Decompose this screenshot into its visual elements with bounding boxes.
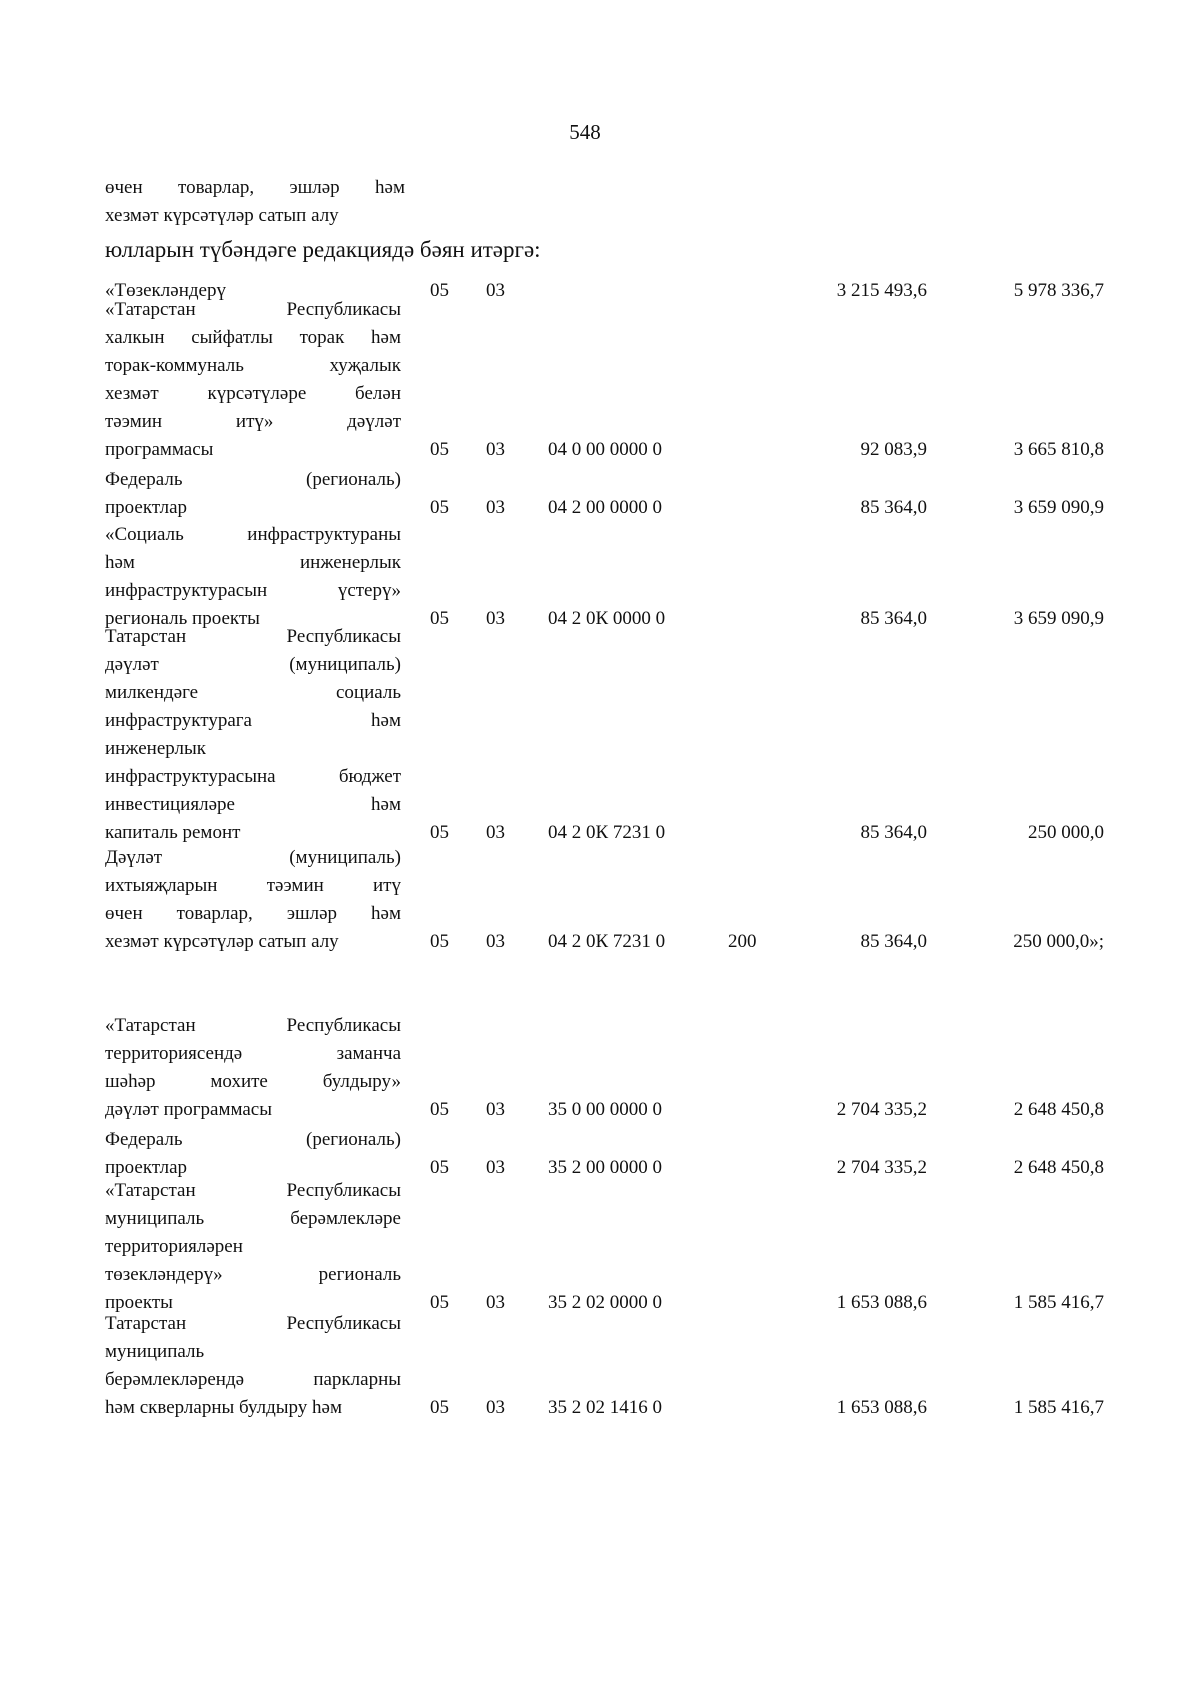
row-name-line: ихтыяҗларын тәэмин итү [105,875,401,896]
row-name-line: дәүләт программасы [105,1099,273,1120]
value-2021-cell: 2 704 335,2 [836,1099,927,1120]
row-name [105,1126,401,1182]
pr-cell: 03 [486,822,505,843]
value-2022-cell: 3 659 090,9 [1013,608,1104,629]
table-row [0,1310,1200,1422]
value-2021-cell: 92 083,9 [860,439,927,460]
value-2021-cell: 3 215 493,6 [836,280,927,301]
value-2022-cell: 1 585 416,7 [1013,1292,1104,1313]
value-2022-cell: 2 648 450,8 [1013,1099,1104,1120]
row-name-line: «Төзекләндерү [105,280,226,301]
rz-cell: 05 [430,822,449,843]
pr-cell: 03 [486,497,505,518]
row-name-line: программасы [105,439,214,460]
pr-cell: 03 [486,1157,505,1178]
row-name-line: муниципаль [105,1341,205,1362]
rz-cell: 05 [430,439,449,460]
row-name-line: «Социаль инфраструктураны [105,524,401,545]
value-2022-cell: 5 978 336,7 [1013,280,1104,301]
continuation-text [105,174,405,230]
row-name [105,1012,401,1124]
value-2022-cell: 3 665 810,8 [1013,439,1104,460]
value-2021-cell: 2 704 335,2 [836,1157,927,1178]
row-name-line: муниципаль берәмлекләре [105,1208,401,1229]
pr-cell: 03 [486,280,505,301]
row-name-line: берәмлекләрендә паркларны [105,1369,401,1390]
row-name-line: Дәүләт (муниципаль) [105,847,401,868]
pr-cell: 03 [486,608,505,629]
row-name-line: төзекләндерү» региональ [105,1264,401,1285]
vr-cell: 200 [728,931,757,952]
rz-cell: 05 [430,931,449,952]
row-name-line: инфраструктурасын үстерү» [105,580,401,601]
rz-cell: 05 [430,280,449,301]
value-2021-cell: 85 364,0 [860,497,927,518]
table-row [0,623,1200,847]
value-2021-cell: 1 653 088,6 [836,1397,927,1418]
value-2021-cell: 85 364,0 [860,608,927,629]
intro-text: юлларын түбәндәге редакциядә бәян итәргә: [105,237,541,262]
pr-cell: 03 [486,931,505,952]
row-name-line: Федераль (региональ) [105,1129,401,1150]
row-name [105,623,401,847]
table-row [0,466,1200,522]
row-name-line: инфраструктурасына бюджет [105,766,401,787]
csr-cell: 35 0 00 0000 0 [548,1099,662,1120]
row-name [105,844,401,956]
row-name-line: «Татарстан Республикасы [105,1180,401,1201]
row-name-line: инженерлык [105,738,206,759]
row-name-line: Татарстан Республикасы [105,1313,401,1334]
csr-cell: 35 2 02 0000 0 [548,1292,662,1313]
row-name [105,1177,401,1317]
csr-cell: 04 2 0К 7231 0 [548,931,666,952]
value-2022-cell: 250 000,0»; [1013,931,1104,952]
value-2022-cell: 1 585 416,7 [1013,1397,1104,1418]
value-2021-cell: 1 653 088,6 [836,1292,927,1313]
table-row [0,521,1200,633]
row-name-line: капиталь ремонт [105,822,241,843]
row-name-line: Федераль (региональ) [105,469,401,490]
pr-cell: 03 [486,1292,505,1313]
row-name-line: Татарстан Республикасы [105,626,401,647]
rz-cell: 05 [430,608,449,629]
value-2022-cell: 250 000,0 [1028,822,1104,843]
value-2022-cell: 2 648 450,8 [1013,1157,1104,1178]
row-name [105,296,401,464]
rz-cell: 05 [430,1292,449,1313]
row-name-line: өчен товарлар, эшләр һәм [105,903,401,924]
row-name-line: хезмәт күрсәтүләре белән [105,383,401,404]
rz-cell: 05 [430,1157,449,1178]
row-name-line: инфраструктурага һәм [105,710,401,731]
pr-cell: 03 [486,439,505,460]
rz-cell: 05 [430,497,449,518]
row-name [105,466,401,522]
row-name-line: региональ проекты [105,608,260,629]
rz-cell: 05 [430,1099,449,1120]
row-name-line: проектлар [105,1157,188,1178]
value-2021-cell: 85 364,0 [860,822,927,843]
pr-cell: 03 [486,1397,505,1418]
continuation-line: өчен товарлар, эшләр һәм [105,177,405,198]
row-name-line: хезмәт күрсәтүләр сатып алу [105,931,339,952]
rz-cell: 05 [430,1397,449,1418]
table-row [0,1126,1200,1182]
row-name-line: инвестицияләре һәм [105,794,401,815]
row-name-line: «Татарстан Республикасы [105,299,401,320]
row-name-line: шәһәр мохите булдыру» [105,1071,401,1092]
row-name [105,521,401,633]
row-name-line: дәүләт (муниципаль) [105,654,401,675]
row-name-line: «Татарстан Республикасы [105,1015,401,1036]
table-row [0,844,1200,956]
row-name-line: проектлар [105,497,188,518]
row-name-line: милкендәге социаль [105,682,401,703]
page-number: 548 [569,120,601,144]
pr-cell: 03 [486,1099,505,1120]
table-row [0,1177,1200,1317]
table-row [0,296,1200,464]
csr-cell: 04 0 00 0000 0 [548,439,662,460]
csr-cell: 04 2 0К 7231 0 [548,822,666,843]
row-name-line: һәм скверларны булдыру һәм [105,1397,342,1418]
row-name-line: территориясендә заманча [105,1043,401,1064]
row-name-line: тәэмин итү» дәүләт [105,411,401,432]
row-name-line: территорияләрен [105,1236,243,1257]
csr-cell: 35 2 02 1416 0 [548,1397,662,1418]
value-2022-cell: 3 659 090,9 [1013,497,1104,518]
csr-cell: 35 2 00 0000 0 [548,1157,662,1178]
continuation-line: хезмәт күрсәтүләр сатып алу [105,205,339,226]
csr-cell: 04 2 0К 0000 0 [548,608,666,629]
value-2021-cell: 85 364,0 [860,931,927,952]
row-name-line: торак-коммуналь хуҗалык [105,355,401,376]
table-row [0,1012,1200,1124]
row-name [105,1310,401,1422]
csr-cell: 04 2 00 0000 0 [548,497,662,518]
row-name-line: халкын сыйфатлы торак һәм [105,327,401,348]
row-name-line: һәм инженерлык [105,552,401,573]
row-name-line: проекты [105,1292,173,1313]
